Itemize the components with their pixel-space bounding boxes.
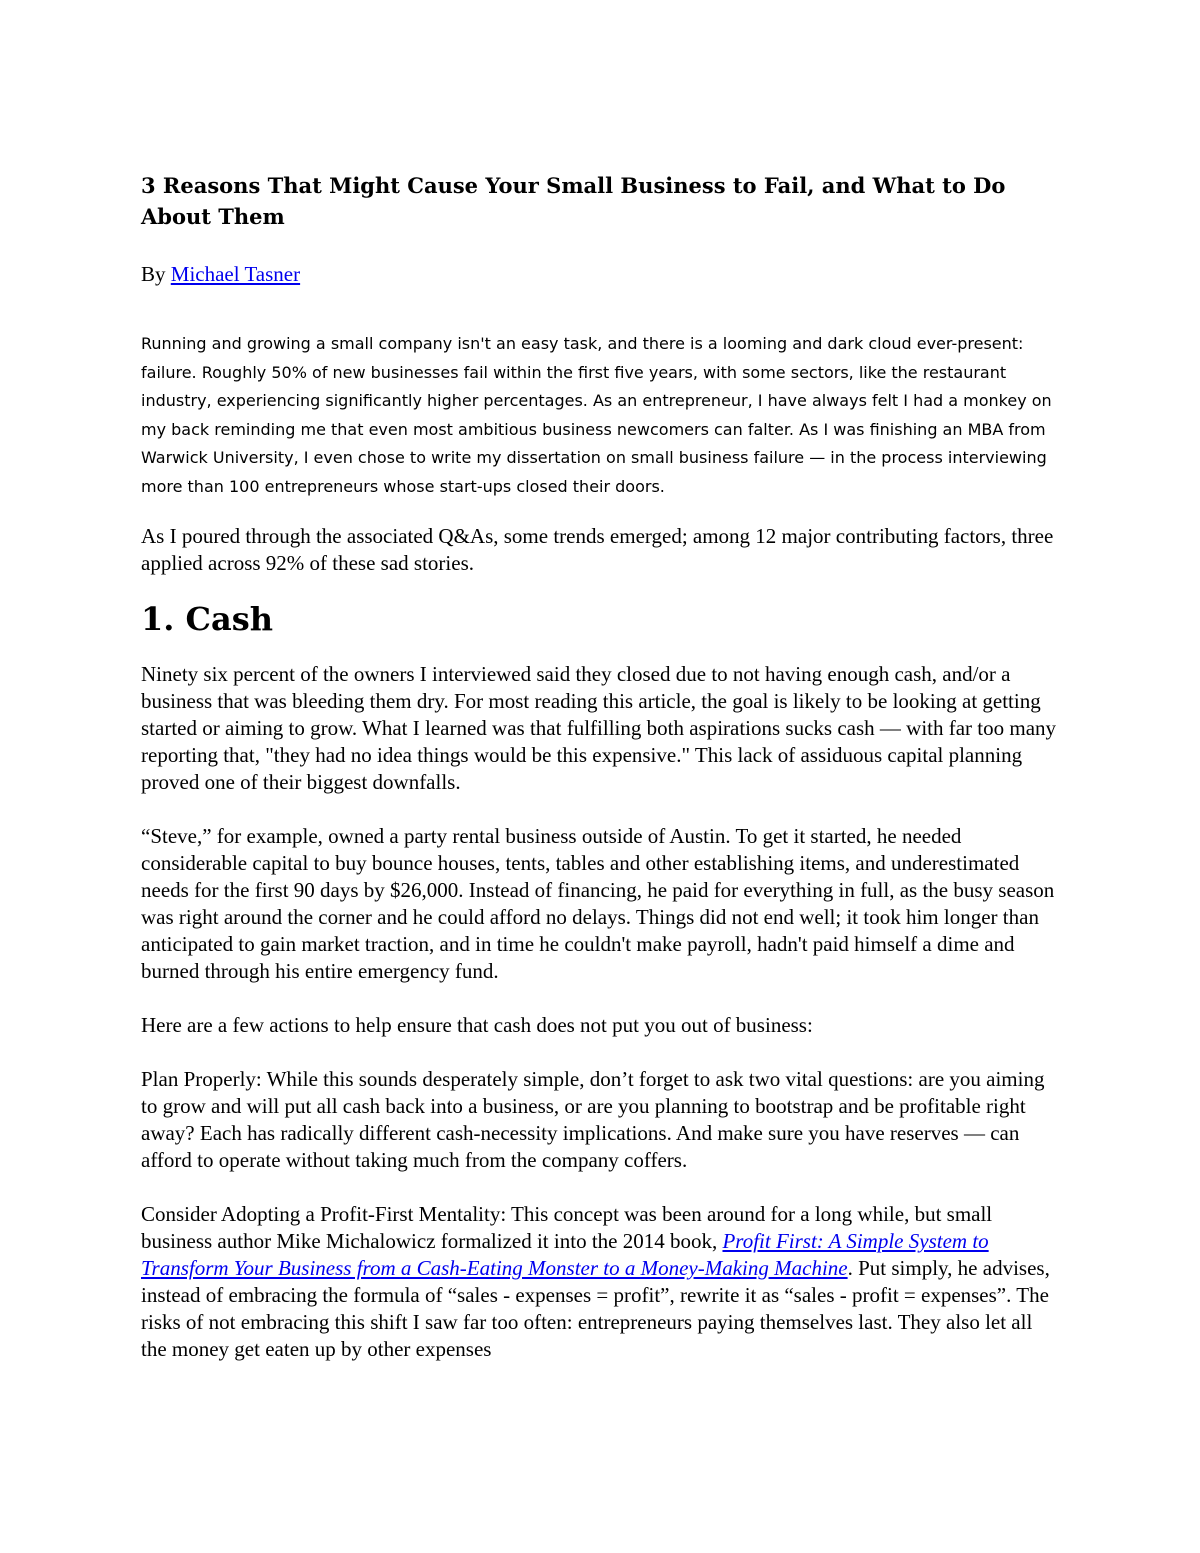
paragraph-steve-example: “Steve,” for example, owned a party rental business outside of Austin. To get it started, he needed considerable capital to buy bounce houses, tents, tables and other establishing items, and underestimated needs for the first 90 days by $26,000. Instead of financing, he paid for everything in full, as the busy season was right around the corner and he could afford no delays. Things did not end well; it took him longer than anticipated to gain market traction, and in time he couldn't make payroll, hadn't paid himself a dime and burned through his entire emergency fund. [141,824,1055,983]
paragraph-profit-first [141,1201,1061,1363]
paragraph-trends: As I poured through the associated Q&As, some trends emerged; among 12 major contributing factors, three applied across 92% of these sad stories. [141,524,1054,575]
paragraph-actions-intro: Here are a few actions to help ensure that cash does not put you out of business: [141,1013,813,1037]
profit-first-text-start: Consider Adopting a Profit-First Mentality: This concept was been around for a long while, but small business author Mike Michalowicz formalized it into the 2014 book, [141,1202,993,1253]
byline-prefix: By [141,262,171,286]
paragraph-plan-properly: Plan Properly: While this sounds desperately simple, don’t forget to ask two vital questions: are you aiming to grow and will put all cash back into a business, or are you planning to bootstrap and be profitable right away? Each has radically different cash-necessity implications. And make sure you have reserves — can afford to operate without taking much from the company coffers. [141,1067,1045,1172]
profit-first-book-link[interactable]: Profit First: A Simple System to Transform Your Business from a Cash-Eating Monster to a Money-Making Machine [141,1229,989,1280]
paragraph-cash-stats: Ninety six percent of the owners I interviewed said they closed due to not having enough cash, and/or a business that was bleeding them dry. For most reading this article, the goal is likely to be looking at getting started or aiming to grow. What I learned was that fulfilling both aspirations sucks cash — with far too many reporting that, "they had no idea things would be this expensive." This lack of assiduous capital planning proved one of their biggest downfalls. [141,662,1057,794]
byline [141,260,1061,288]
intro-paragraph: Running and growing a small company isn't an easy task, and there is a looming and dark cloud ever-present: failure. Roughly 50% of new businesses fail within the first five years, with some sectors, like the restaurant industry, experiencing significantly higher percentages. As an entrepreneur, I have always felt I had a monkey on my back reminding me that even most ambitious business newcomers can falter. As I was finishing an MBA from Warwick University, I even chose to write my dissertation on small business failure — in the process interviewing more than 100 entrepreneurs whose start-ups closed their doors. [141,334,1052,496]
profit-first-text-end: . Put simply, he advises, instead of embracing the formula of “sales - expenses = profit”, rewrite it as “sales - profit = expenses”. The risks of not embracing this shift I saw far too often: entrepreneurs paying themselves last. They also let all the money get eaten up by other expenses [141,1256,1050,1361]
section-heading-cash: 1. Cash [141,600,274,638]
author-link[interactable]: Michael Tasner [170,262,301,286]
article [141,170,1061,1363]
article-title: 3 Reasons That Might Cause Your Small Business to Fail, and What to Do About Them [141,173,1006,229]
